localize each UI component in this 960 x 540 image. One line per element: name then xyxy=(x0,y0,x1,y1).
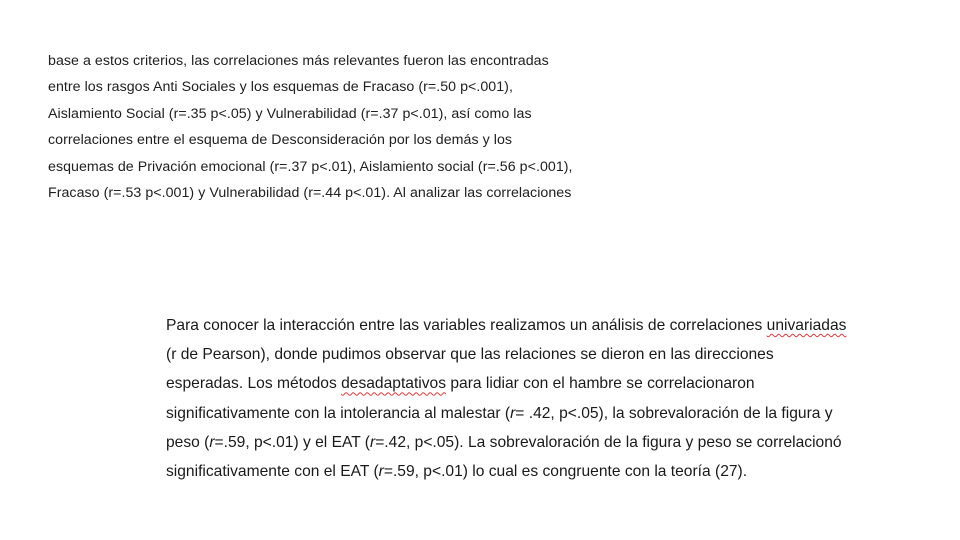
text-line: esquemas de Privación emocional (r=.37 p<.01), Aislamiento social (r=.56 p<.001), xyxy=(48,158,573,175)
text-line xyxy=(166,457,926,486)
text-segment: significativamente con la intolerancia al malestar ( xyxy=(166,404,511,422)
text-line: Fracaso (r=.53 p<.001) y Vulnerabilidad (r=.44 p<.01). Al analizar las correlaciones xyxy=(48,184,572,201)
text-line: entre los rasgos Anti Sociales y los esquemas de Fracaso (r=.50 p<.001), xyxy=(48,79,513,96)
text-line: Aislamiento Social (r=.35 p<.05) y Vulnerabilidad (r=.37 p<.01), así como las xyxy=(48,105,532,122)
text-line xyxy=(166,428,926,457)
top-text-excerpt xyxy=(48,48,648,206)
stat-symbol-r: r xyxy=(370,433,376,451)
text-line xyxy=(166,311,926,340)
text-line: (r de Pearson), donde pudimos observar que las relaciones se dieron en las direcciones xyxy=(166,346,774,364)
text-line xyxy=(166,369,926,398)
text-segment: =.59, p<.01) lo cual es congruente con la teoría (27). xyxy=(383,462,748,480)
text-segment: peso ( xyxy=(166,433,210,451)
text-line: base a estos criterios, las correlaciones más relevantes fueron las encontradas xyxy=(48,53,549,69)
text-segment: =.42, p<.05). La sobrevaloración de la figura y peso se correlacionó xyxy=(375,433,842,451)
text-line xyxy=(166,399,926,428)
spellcheck-flagged-word: univariadas xyxy=(766,317,847,334)
bottom-text-excerpt xyxy=(166,311,926,486)
stat-symbol-r: r xyxy=(378,462,384,480)
text-segment: para lidiar con el hambre se correlacionaron xyxy=(446,375,755,393)
stat-symbol-r: r xyxy=(510,404,516,422)
stat-symbol-r: r xyxy=(209,433,215,451)
text-segment: significativamente con el EAT ( xyxy=(166,462,379,480)
text-segment: Para conocer la interacción entre las variables realizamos un análisis de correlaciones xyxy=(166,317,767,334)
text-line: correlaciones entre el esquema de Desconsideración por los demás y los xyxy=(48,132,513,149)
text-segment: =.59, p<.01) y el EAT ( xyxy=(214,433,370,451)
text-segment: = .42, p<.05), la sobrevaloración de la figura y xyxy=(515,404,833,422)
text-segment: esperadas. Los métodos xyxy=(166,375,342,393)
spellcheck-flagged-word: desadaptativos xyxy=(341,375,447,393)
